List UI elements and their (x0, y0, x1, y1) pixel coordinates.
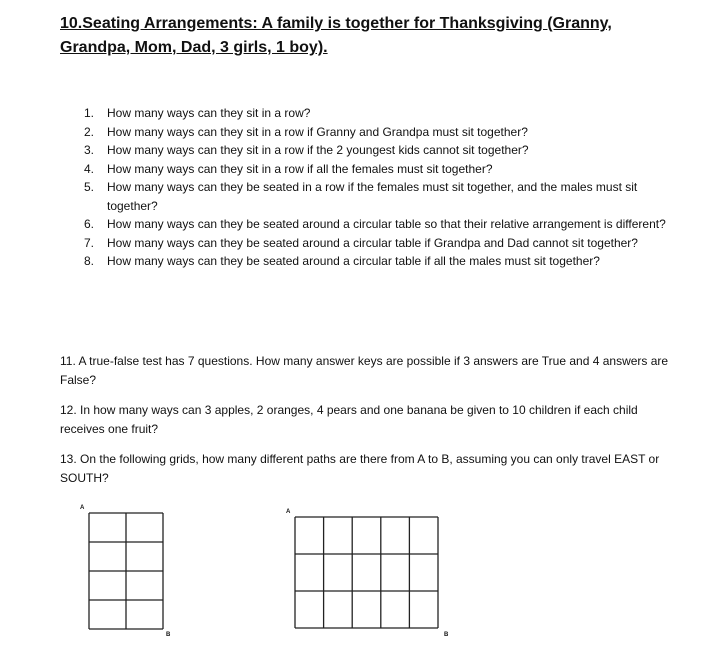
question-text: How many ways can they be seated in a row if the females must sit together, and the males must sit together? (107, 180, 638, 213)
grid-2 (294, 516, 439, 629)
grid-2-start-label: A (286, 509, 291, 515)
grid-1-start-label: A (80, 505, 85, 511)
grid-1 (88, 512, 164, 630)
problem-13: 13. On the following grids, how many different paths are there from A to B, assuming you can only travel EAST or SOUTH? (60, 452, 660, 485)
question-text: How many ways can they sit in a row if the 2 youngest kids cannot sit together? (107, 143, 529, 157)
section-heading: 10.Seating Arrangements: A family is together for Thanksgiving (Granny, Grandpa, Mom, Dad, 3 girls, 1 boy). (60, 15, 612, 56)
problem-11: 11. A true-false test has 7 questions. How many answer keys are possible if 3 answers are True and 4 answers are False? (60, 354, 669, 387)
question-item: 7. How many ways can they be seated around a circular table if Grandpa and Dad cannot sit together? (84, 235, 638, 250)
question-text: How many ways can they be seated around a circular table if Grandpa and Dad cannot sit together? (107, 235, 638, 250)
question-text: How many ways can they sit in a row if all the females must sit together? (107, 161, 493, 176)
question-text: How many ways can they be seated around a circular table if all the males must sit together? (107, 254, 600, 268)
question-item: 1. How many ways can they sit in a row? (84, 106, 311, 120)
question-text: How many ways can they sit in a row? (107, 106, 311, 120)
question-list (84, 104, 674, 271)
grid-1-end-label: B (166, 632, 171, 638)
question-item: 6. How many ways can they be seated around a circular table so that their relative arrangement is different? (84, 217, 666, 231)
grid-1-lines (88, 512, 164, 630)
question-item: 5. How many ways can they be seated in a row if the females must sit together, and the males must sit together? (84, 180, 638, 213)
question-item: 2. How many ways can they sit in a row if Granny and Grandpa must sit together? (84, 124, 528, 139)
grid-2-lines (294, 516, 439, 629)
question-item: 4. How many ways can they sit in a row if all the females must sit together? (84, 161, 493, 176)
question-item: 8. How many ways can they be seated around a circular table if all the males must sit together? (84, 254, 600, 268)
question-text: How many ways can they sit in a row if Granny and Grandpa must sit together? (107, 124, 528, 139)
question-item: 3. How many ways can they sit in a row if the 2 youngest kids cannot sit together? (84, 143, 529, 157)
question-text: How many ways can they be seated around a circular table so that their relative arrangement is different? (107, 217, 666, 231)
problem-12: 12. In how many ways can 3 apples, 2 oranges, 4 pears and one banana be given to 10 children if each child receives one fruit? (60, 403, 638, 436)
grid-2-end-label: B (444, 632, 449, 638)
